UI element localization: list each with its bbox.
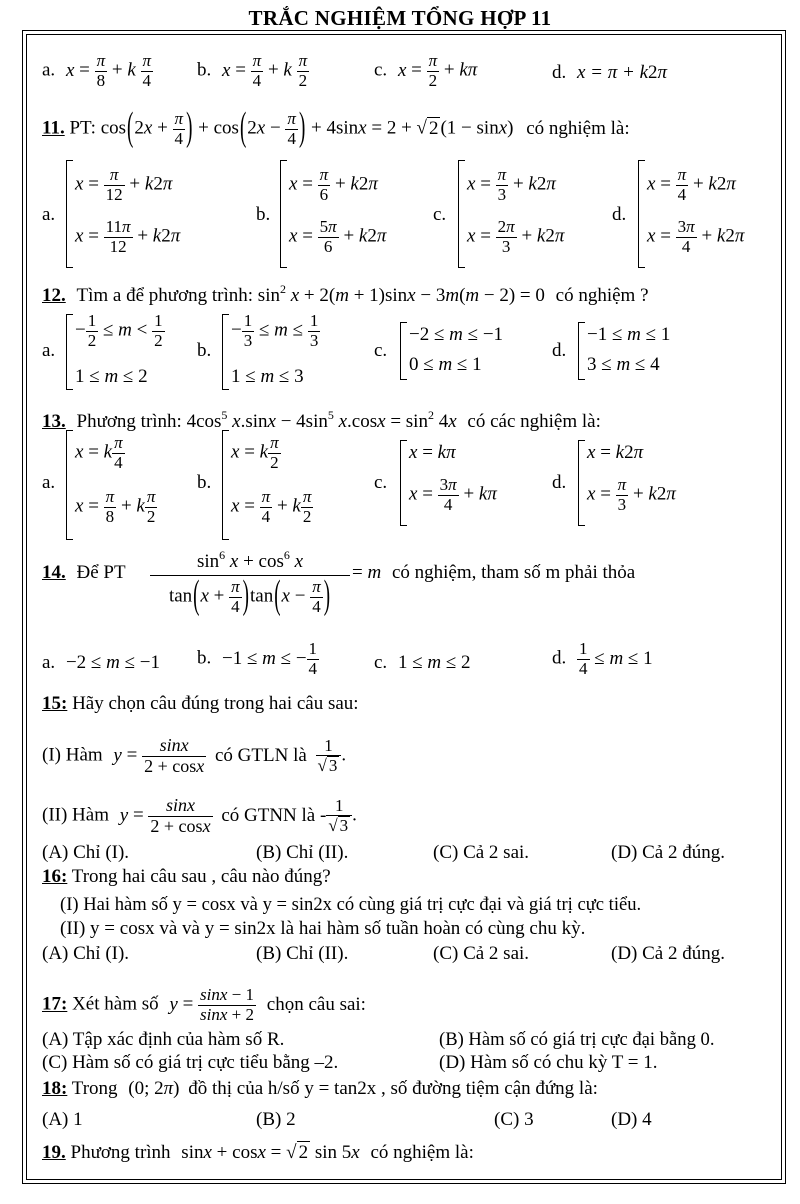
- q11-option-a: x = $\frac{\pi}{12}$ + k2π x = $\frac{11\pi}{12}$ + k2π: [66, 160, 67, 268]
- option-label: c.: [374, 652, 388, 673]
- q14-option-d: d. $\frac{1}{4}$ ≤ m ≤ 1: [552, 639, 653, 678]
- q16-answer-b: (B) Chỉ (II).: [256, 943, 349, 964]
- q12-option-a-label: a.: [42, 340, 56, 361]
- q11-option-d: x = $\frac{\pi}{4}$ + k2π x = $\frac{3\pi}{4}$ + k2π: [638, 160, 639, 268]
- q14-option-a: a. −2 ≤ m ≤ −1: [42, 652, 160, 673]
- q10-option-b: b. x = $\frac{\pi}{4}$ + k $\frac{\pi}{2}$: [197, 51, 308, 90]
- q12-option-d: −1 ≤ m ≤ 1 3 ≤ m ≤ 4: [578, 322, 579, 380]
- page-title: TRẮC NGHIỆM TỔNG HỢP 11: [248, 6, 552, 30]
- q10-option-c: c. x = $\frac{\pi}{2}$ + kπ: [374, 51, 478, 90]
- q17-answer-c: (C) Hàm số có giá trị cực tiểu bằng –2.: [42, 1052, 339, 1073]
- q13-option-c: x = kπ x = $\frac{3\pi}{4}$ + kπ: [400, 440, 401, 526]
- q11-option-c: x = $\frac{\pi}{3}$ + k2π x = $\frac{2\pi}{3}$ + k2π: [458, 160, 459, 268]
- q13-option-a-label: a.: [42, 472, 56, 493]
- q18-answer-a: (A) 1: [42, 1109, 83, 1130]
- question-number: 14.: [42, 562, 66, 583]
- option-label: c.: [374, 59, 388, 81]
- q14-stem-lead: 14. Để PT: [42, 562, 126, 583]
- question-number: 13.: [42, 411, 66, 432]
- q12-option-c-label: c.: [374, 340, 388, 361]
- q12-option-b-label: b.: [197, 340, 212, 361]
- option-label: d.: [552, 62, 567, 83]
- q18-answer-b: (B) 2: [256, 1109, 296, 1130]
- option-label: b.: [197, 59, 212, 81]
- q11-option-c-label: c.: [433, 204, 447, 225]
- q13-option-c-label: c.: [374, 472, 388, 493]
- q14-option-c: c. 1 ≤ m ≤ 2: [374, 652, 471, 673]
- q13-option-b-label: b.: [197, 472, 212, 493]
- q18-stem: 18: Trong (0; 2π) đồ thị của h/số y = tan2x , số đường tiệm cận đứng là:: [42, 1078, 598, 1099]
- question-number: 16:: [42, 866, 68, 887]
- q13-option-b: x = k $\frac{\pi}{2}$ x = $\frac{\pi}{4}$ + k $\frac{\pi}{2}$: [222, 430, 223, 540]
- q10-option-d: d. x = π + k2π: [552, 62, 668, 83]
- q15-statement-2: (II) Hàm y = $\frac{\sin x}{2 + \cos x}$ có GTNN là - $\frac{1}{√ 3}$ .: [42, 795, 357, 836]
- q17-answer-a: (A) Tập xác định của hàm số R.: [42, 1029, 285, 1050]
- question-number: 11.: [42, 117, 65, 139]
- q16-answer-c: (C) Cả 2 sai.: [433, 943, 530, 964]
- question-number: 17:: [42, 993, 68, 1015]
- question-number: 15:: [42, 693, 68, 714]
- q16-statement-2: (II) y = cosx và và y = sin2x là hai hàm số tuần hoàn có cùng chu kỳ.: [60, 918, 586, 939]
- q10-options: a. x = $\frac{\pi}{8}$ + k $\frac{\pi}{4}$: [42, 51, 152, 90]
- q14-option-b: b. −1 ≤ m ≤ − $\frac{1}{4}$: [197, 639, 318, 678]
- q11-option-a-label: a.: [42, 204, 56, 225]
- q15-stem: 15: Hãy chọn câu đúng trong hai câu sau:: [42, 693, 359, 714]
- q18-answer-c: (C) 3: [494, 1109, 534, 1130]
- q17-answer-d: (D) Hàm số có chu kỳ T = 1.: [439, 1052, 658, 1073]
- q12-option-a: − $\frac{1}{2}$ ≤ m < $\frac{1}{2}$ 1 ≤ m ≤ 2: [66, 314, 67, 390]
- q12-stem: 12. Tìm a để phương trình: $\sin^2 x + 2(m + 1)\sin x - 3m(m - 2) = 0$ có nghiệm ?: [42, 282, 649, 306]
- q15-answer-a: (A) Chỉ (I).: [42, 842, 130, 863]
- q16-answer-d: (D) Cả 2 đúng.: [611, 943, 725, 964]
- q16-answer-a: (A) Chỉ (I).: [42, 943, 130, 964]
- option-label: a.: [42, 652, 56, 673]
- question-number: 12.: [42, 285, 66, 306]
- q15-answer-c: (C) Cả 2 sai.: [433, 842, 530, 863]
- q13-option-d-label: d.: [552, 472, 567, 493]
- question-number: 18:: [42, 1078, 68, 1099]
- q11-option-b: x = $\frac{\pi}{6}$ + k2π x = $\frac{5\pi}{6}$ + k2π: [280, 160, 281, 268]
- q13-option-a: x = k $\frac{\pi}{4}$ x = $\frac{\pi}{8}$ + k $\frac{\pi}{2}$: [66, 430, 67, 540]
- q15-answer-d: (D) Cả 2 đúng.: [611, 842, 725, 863]
- q16-stem: 16: Trong hai câu sau , câu nào đúng?: [42, 866, 331, 887]
- q19-stem: 19. Phương trình sinx + cosx = √ 2 sin 5x có nghiệm là:: [42, 1142, 474, 1163]
- option-label: a.: [42, 59, 56, 81]
- q15-answer-b: (B) Chỉ (II).: [256, 842, 349, 863]
- q11-option-d-label: d.: [612, 204, 627, 225]
- q18-answer-d: (D) 4: [611, 1109, 652, 1130]
- q13-option-d: x = k2π x = $\frac{\pi}{3}$ + k2π: [578, 440, 579, 526]
- q12-option-c: −2 ≤ m ≤ −1 0 ≤ m ≤ 1: [400, 322, 401, 380]
- question-number: 19.: [42, 1142, 66, 1163]
- option-label: b.: [197, 647, 212, 669]
- q11-stem: 11. PT: cos(2x + $\frac{\pi}{4}$ ) + cos(2x − $\frac{\pi}{4}$ ) + 4sinx = 2 + √ 2 (1 − sinx) có nghiệm là:: [42, 106, 630, 151]
- q14-fraction: $\sin^6 x + \cos^6 x$ tan(x + $\frac{\pi}{4}$ )tan(x − $\frac{\pi}{4}$ ): [150, 548, 350, 616]
- q12-option-b: − $\frac{1}{3}$ ≤ m ≤ $\frac{1}{3}$ 1 ≤ m ≤ 3: [222, 314, 223, 390]
- q17-stem: 17: Xét hàm số y = $\frac{\sin x - 1}{\sin x + 2}$ chọn câu sai:: [42, 985, 366, 1024]
- q12-option-d-label: d.: [552, 340, 567, 361]
- q11-option-b-label: b.: [256, 204, 271, 225]
- q16-statement-1: (I) Hai hàm số y = cosx và y = sin2x có cùng giá trị cực đại và giá trị cực tiểu.: [60, 894, 642, 915]
- q13-stem: 13. Phương trình: $4\cos^5$ $x.\sin x - 4\sin^5$ $x.\cos x = \sin^2 4x$ có các nghiệm là:: [42, 408, 601, 432]
- q17-answer-b: (B) Hàm số có giá trị cực đại bằng 0.: [439, 1029, 715, 1050]
- q15-statement-1: (I) Hàm y = $\frac{\sin x}{2 + \cos x}$ có GTLN là $\frac{1}{√ 3}$ .: [42, 735, 347, 776]
- option-label: d.: [552, 647, 567, 669]
- q14-stem-tail: = m có nghiệm, tham số m phải thỏa: [352, 562, 636, 583]
